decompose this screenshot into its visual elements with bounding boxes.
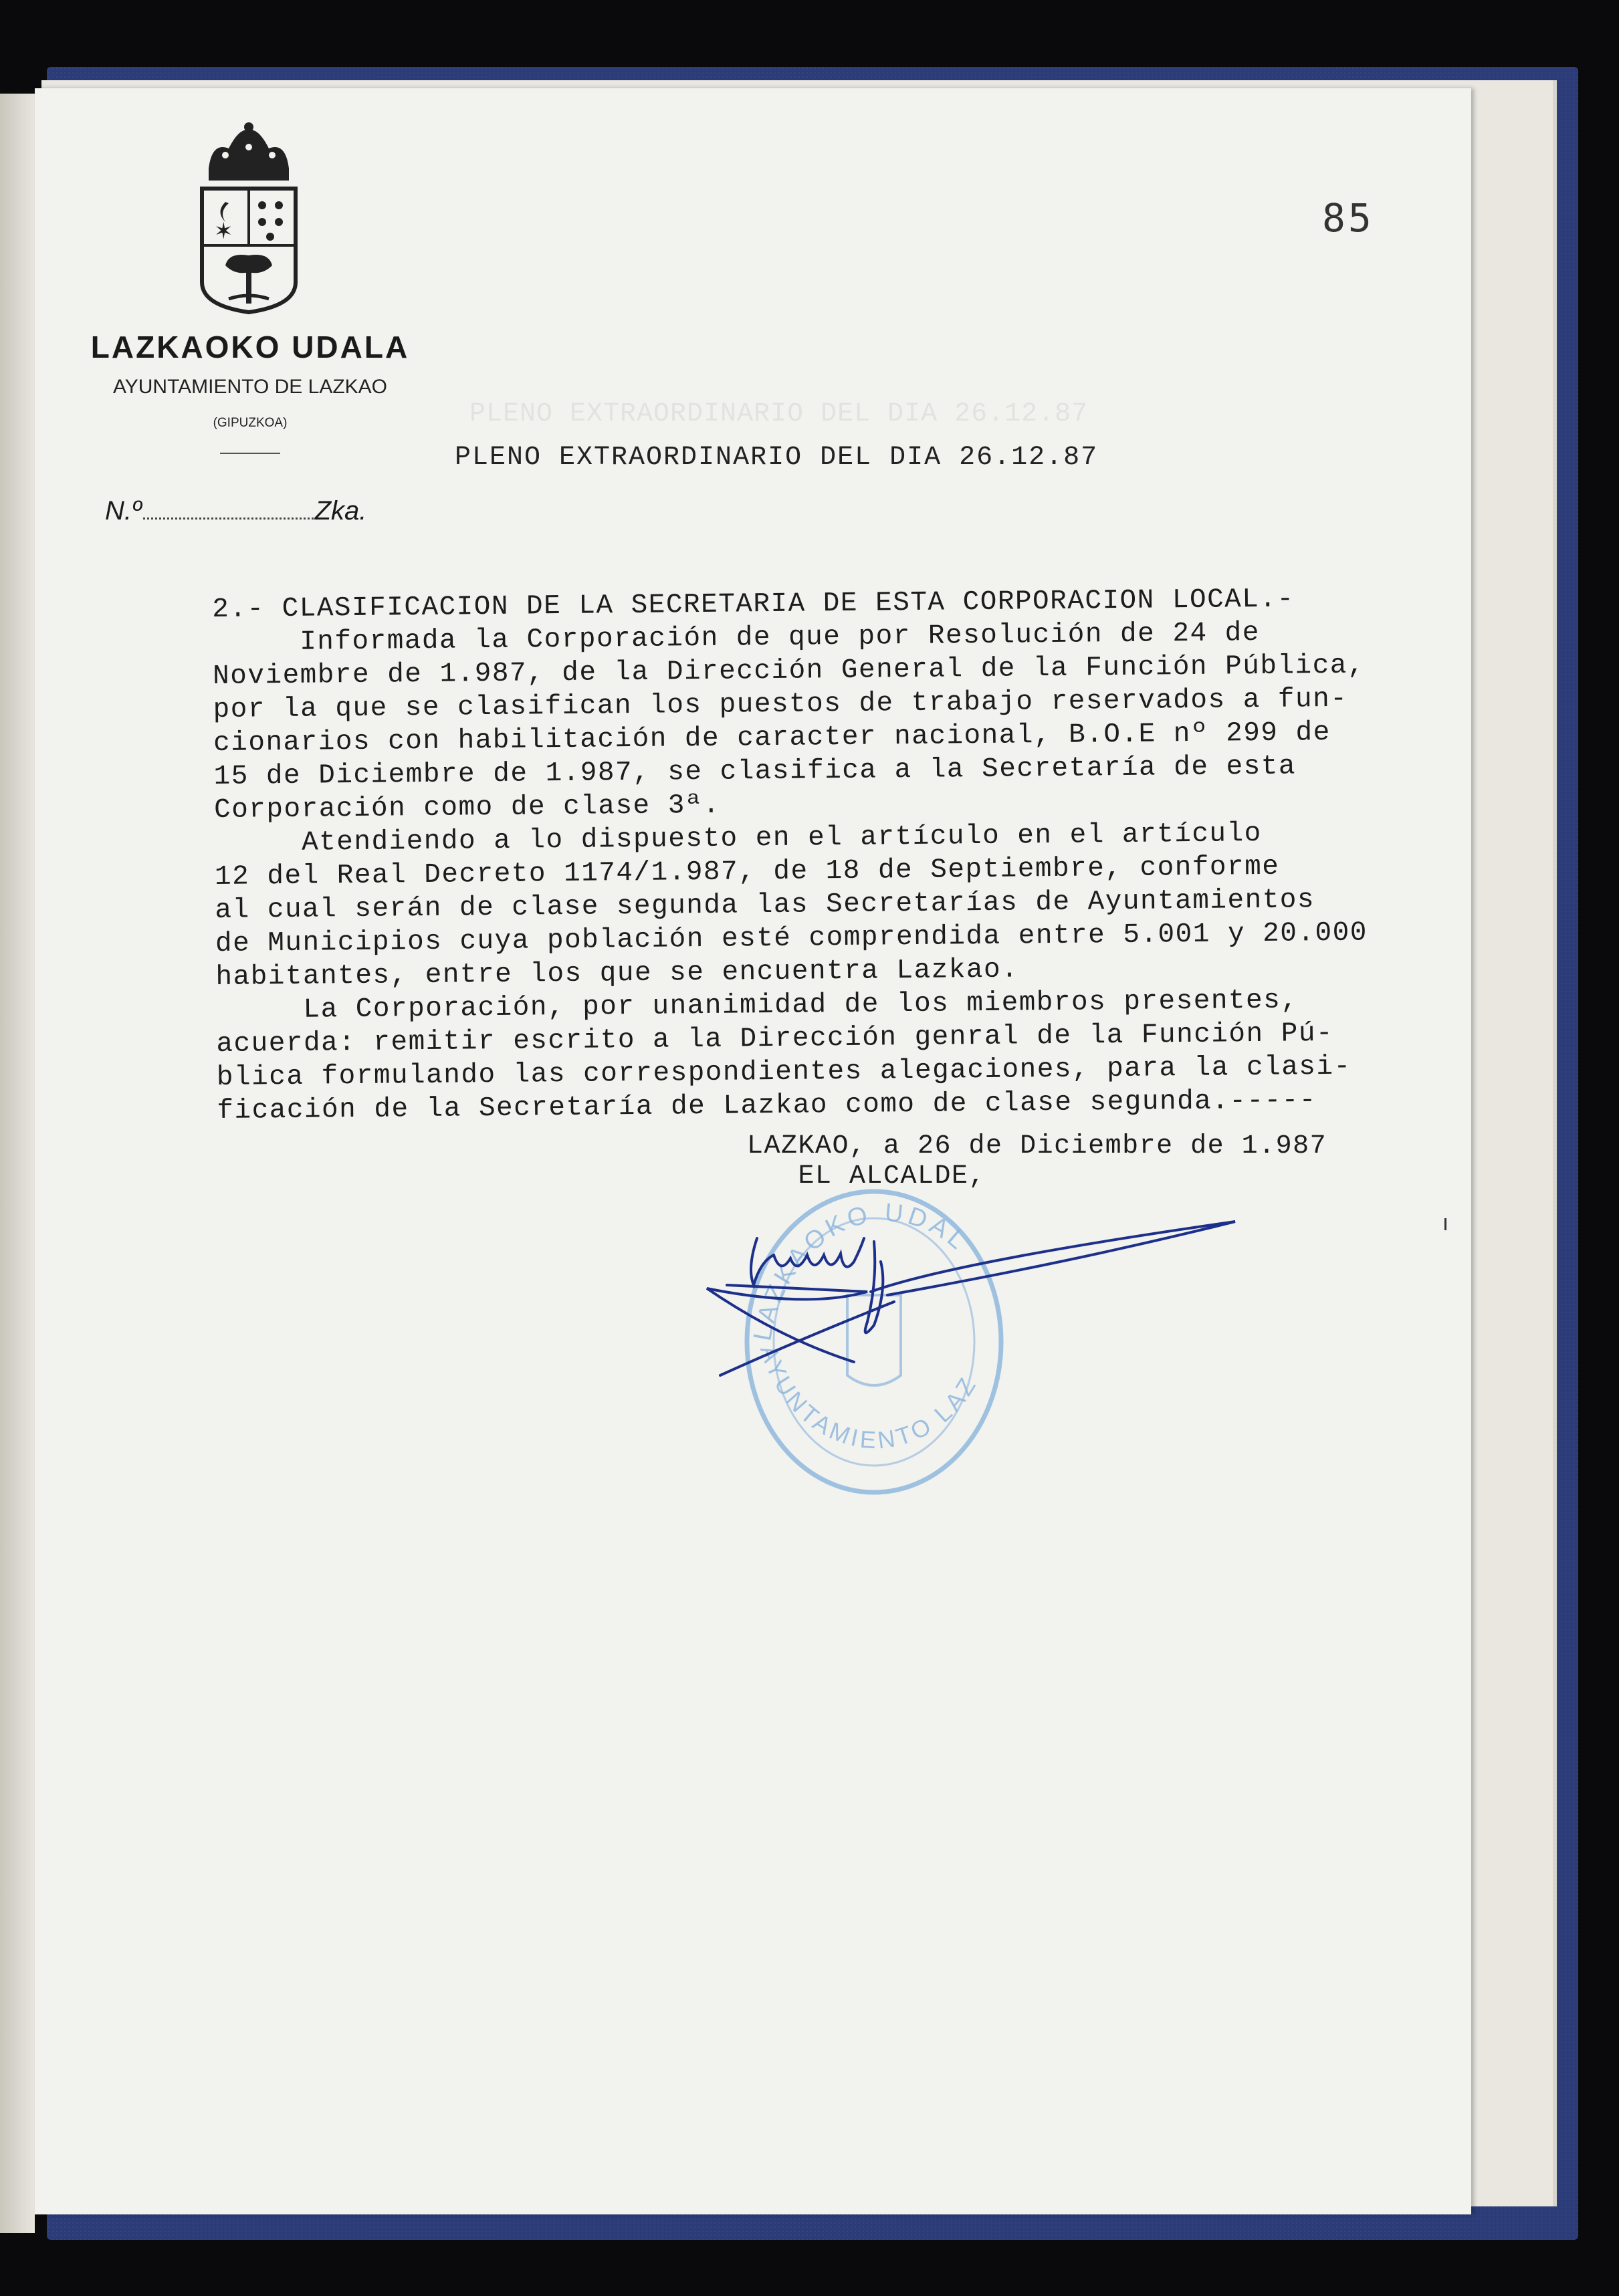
margin-mark [1444, 1218, 1446, 1230]
register-number-prefix: N.º [105, 496, 142, 526]
stamp-bottom-text: AYUNTAMIENTO LAZ [755, 1341, 983, 1454]
town-name-spanish: AYUNTAMIENTO DE LAZKAO [112, 376, 388, 398]
body-line: al cual serán de clase segunda las Secretarías de Ayuntamientos [215, 885, 1315, 926]
official-stamp [673, 1175, 1001, 1492]
town-name-basque: LAZKAOKO UDALA [90, 330, 410, 364]
body-line: blica formulando las correspondientes alegaciones, para la clasi- [216, 1051, 1352, 1093]
body-line: acuerda: remitir escrito a la Dirección genral de la Función Pú- [216, 1018, 1334, 1060]
body-line: de Municipios cuya población esté comprendida entre 5.001 y 20.000 [215, 917, 1368, 959]
body-line: 2.- CLASIFICACION DE LA SECRETARIA DE ESTA CORPORACION LOCAL.- [212, 584, 1295, 625]
minutes-body [212, 581, 1441, 1128]
register-number-dotted-line [143, 513, 314, 520]
register-number-field [105, 496, 366, 526]
body-line: cionarios con habilitación de caracter nacional, B.O.E nº 299 de [213, 717, 1331, 759]
svg-text:LAZKAOKO UDALA [673, 1175, 974, 1343]
body-line: Informada la Corporación de que por Resolución de 24 de [212, 617, 1261, 659]
body-line: Corporación como de clase 3ª. [213, 790, 721, 826]
stamp-top-text: LAZKAOKO UDAL [748, 1198, 974, 1343]
body-line: 12 del Real Decreto 1174/1.987, de 18 de Septiembre, conforme [214, 851, 1280, 893]
body-line: ficación de la Secretaría de Lazkao como de clase segunda.----- [217, 1085, 1317, 1127]
body-line: por la que se clasifican los puestos de trabajo reservados a fun- [213, 683, 1348, 725]
document-page [35, 88, 1471, 2214]
body-line: Atendiendo a lo dispuesto en el artículo en el artículo [214, 818, 1262, 859]
province-label: (GIPUZKOA) [213, 416, 288, 430]
header-divider [220, 453, 280, 454]
body-line: 15 de Diciembre de 1.987, se clasifica a la Secretaría de esta [213, 751, 1297, 792]
facing-page-edge [0, 94, 35, 2233]
page-number: 85 [1322, 195, 1374, 241]
session-title: PLENO EXTRAORDINARIO DEL DIA 26.12.87 [455, 443, 1099, 473]
signature-stamp-area [673, 1175, 1275, 1526]
body-line: Noviembre de 1.987, de la Dirección General de la Función Pública, [212, 650, 1366, 692]
svg-text:✶: ✶ [214, 218, 233, 245]
body-line: La Corporación, por unanimidad de los miembros presentes, [215, 985, 1299, 1026]
bleed-through-text: PLENO EXTRAORDINARIO DEL DIA 26.12.87 [469, 399, 1089, 429]
body-line: habitantes, entre los que se encuentra Lazkao. [215, 954, 1019, 993]
lazkao-coat-of-arms-icon [189, 122, 309, 319]
register-number-suffix: Zka. [314, 496, 367, 526]
signatory-title: EL ALCALDE, [747, 1161, 986, 1191]
place-date-line: LAZKAO, a 26 de Diciembre de 1.987 [747, 1131, 1327, 1161]
